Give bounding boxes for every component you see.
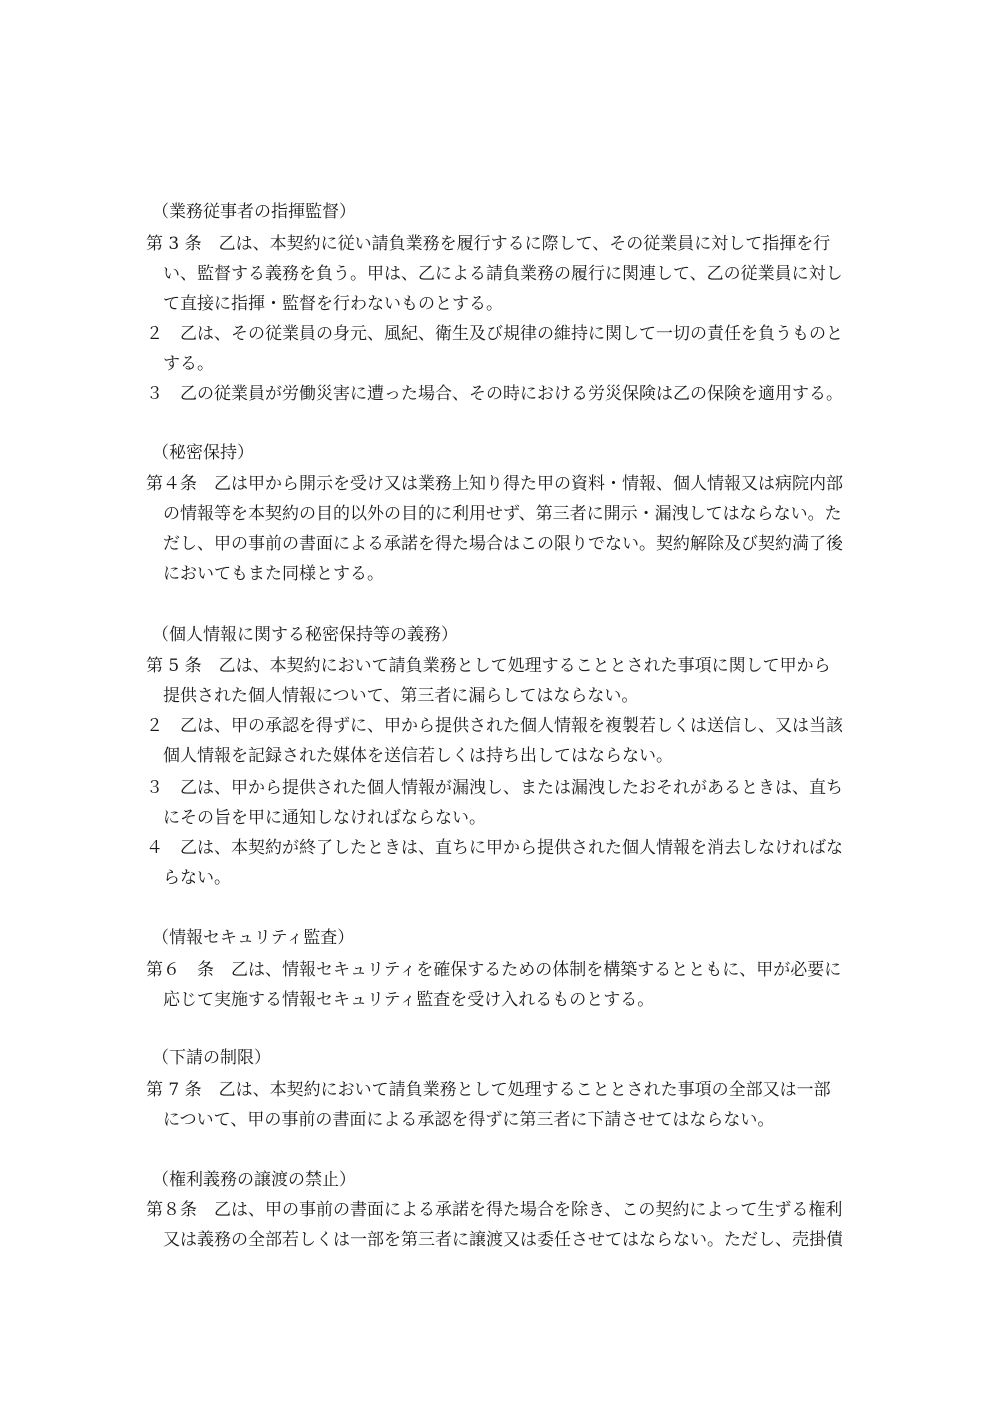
article-3-line-3: て直接に指揮・監督を行わないものとする。 (163, 294, 503, 314)
article-3-line-1: 第 3 条 乙は、本契約に従い請負業務を履行するに際して、その従業員に対して指揮を行 (146, 234, 831, 254)
article-5-paragraph-2-line-2: 個人情報を記録された媒体を送信若しくは持ち出してはならない。 (163, 746, 673, 766)
article-3-line-2: い、監督する義務を負う。甲は、乙による請負業務の履行に関連して、乙の従業員に対し (163, 264, 843, 284)
article-6-line-1: 第６ 条 乙は、情報セキュリティを確保するための体制を構築するとともに、甲が必要に (146, 960, 842, 980)
article-5-line-1: 第 5 条 乙は、本契約において請負業務として処理することとされた事項に関して甲から (146, 656, 831, 676)
article-4-line-2: の情報等を本契約の目的以外の目的に利用せず、第三者に開示・漏洩してはならない。た (163, 504, 842, 524)
section-heading-article-4: （秘密保持） (152, 443, 254, 463)
article-4-line-4: においてもまた同様とする。 (163, 564, 384, 584)
section-heading-article-5: （個人情報に関する秘密保持等の義務） (152, 625, 458, 645)
article-5-line-2: 提供された個人情報について、第三者に漏らしてはならない。 (163, 686, 639, 706)
article-5-paragraph-3-line-2: にその旨を甲に通知しなければならない。 (163, 808, 486, 828)
article-8-line-2: 又は義務の全部若しくは一部を第三者に譲渡又は委任させてはならない。ただし、売掛債 (163, 1230, 843, 1250)
article-6-line-2: 応じて実施する情報セキュリティ監査を受け入れるものとする。 (163, 990, 655, 1010)
article-5-paragraph-4-line-2: らない。 (163, 868, 231, 888)
section-heading-article-7: （下請の制限） (152, 1048, 271, 1068)
article-4-line-1: 第４条 乙は甲から開示を受け又は業務上知り得た甲の資料・情報、個人情報又は病院内部 (146, 474, 843, 494)
article-4-line-3: だし、甲の事前の書面による承諾を得た場合はこの限りでない。契約解除及び契約満了後 (163, 534, 843, 554)
article-3-paragraph-3-line-1: ３ 乙の従業員が労働災害に遭った場合、その時における労災保険は乙の保険を適用する。 (146, 384, 843, 404)
article-5-paragraph-4-line-1: ４ 乙は、本契約が終了したときは、直ちに甲から提供された個人情報を消去しなければな (146, 838, 843, 858)
article-8-line-1: 第８条 乙は、甲の事前の書面による承諾を得た場合を除き、この契約によって生ずる権利 (146, 1200, 843, 1220)
article-7-line-2: について、甲の事前の書面による承認を得ずに第三者に下請させてはならない。 (163, 1110, 775, 1130)
article-5-paragraph-3-line-1: ３ 乙は、甲から提供された個人情報が漏洩し、または漏洩したおそれがあるときは、直ち (146, 778, 843, 798)
article-7-line-1: 第 7 条 乙は、本契約において請負業務として処理することとされた事項の全部又は一部 (146, 1080, 831, 1100)
article-5-paragraph-2-line-1: ２ 乙は、甲の承認を得ずに、甲から提供された個人情報を複製若しくは送信し、又は当該 (146, 716, 843, 736)
section-heading-article-3: （業務従事者の指揮監督） (152, 202, 356, 222)
section-heading-article-8: （権利義務の譲渡の禁止） (152, 1170, 356, 1190)
article-3-paragraph-2-line-2: する。 (163, 354, 214, 374)
article-3-paragraph-2-line-1: ２ 乙は、その従業員の身元、風紀、衛生及び規律の維持に関して一切の責任を負うものと (146, 324, 843, 344)
section-heading-article-6: （情報セキュリティ監査） (152, 928, 355, 948)
